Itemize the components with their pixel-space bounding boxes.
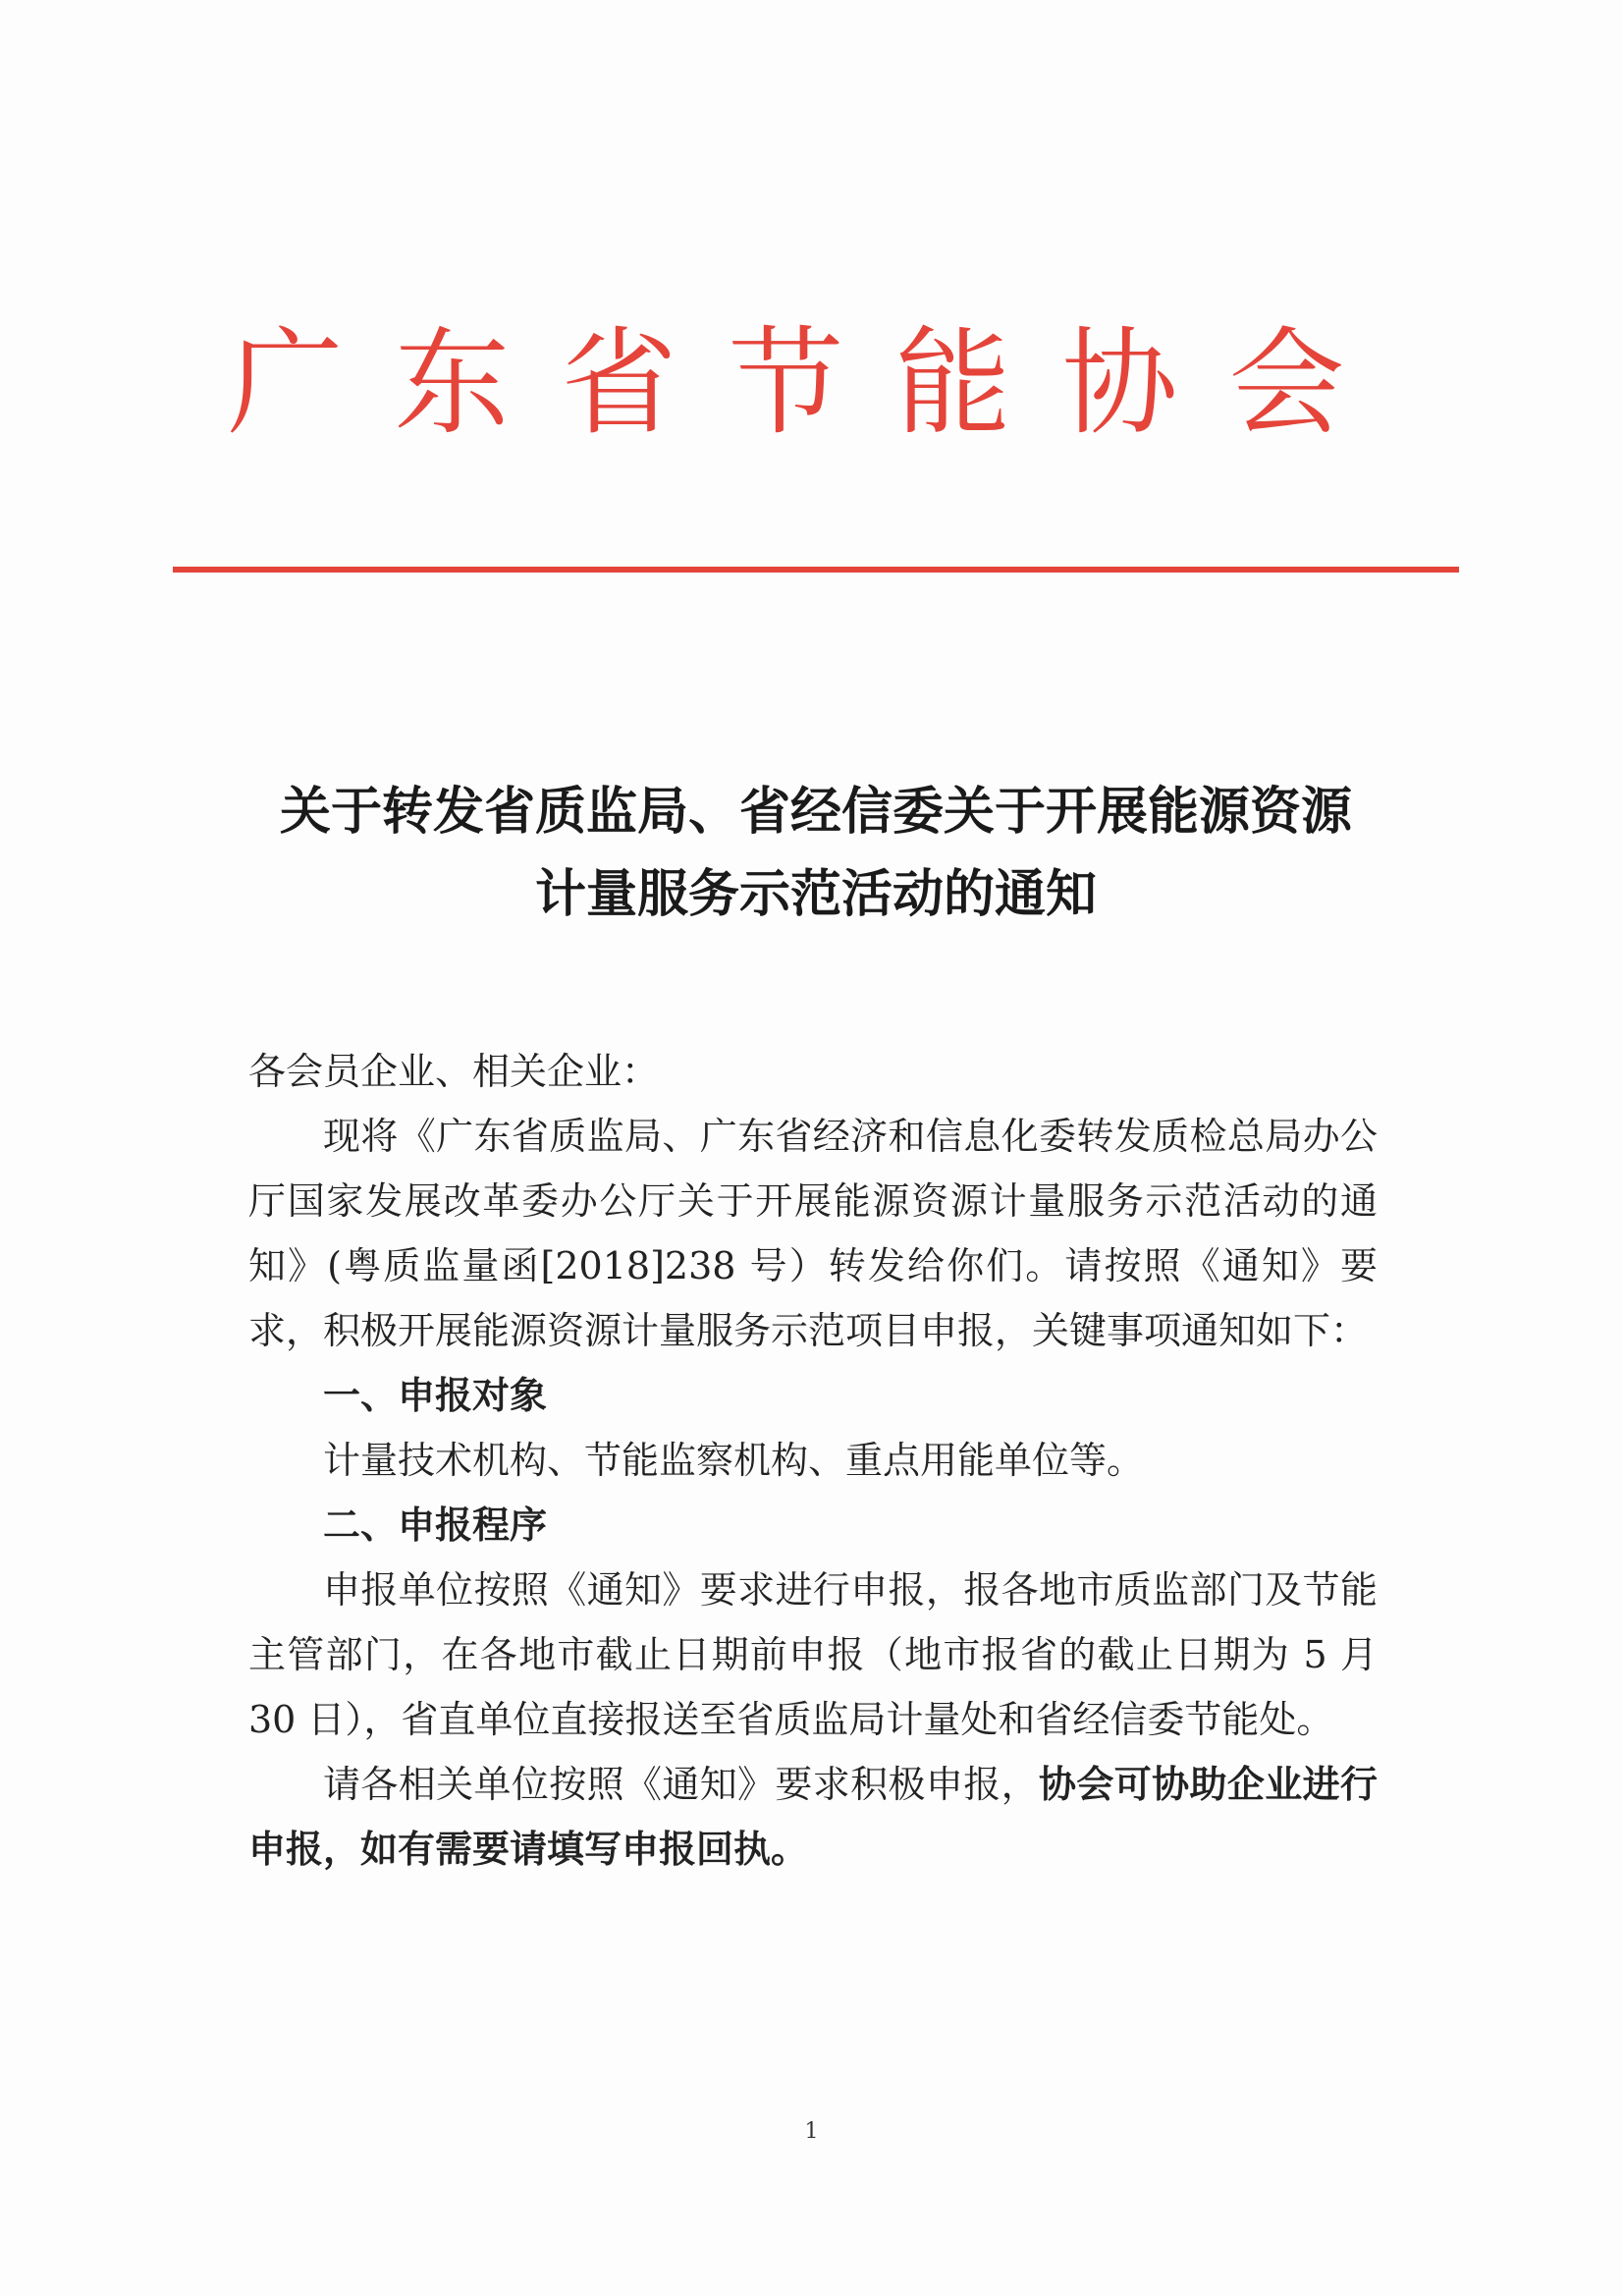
closing-normal-text: 请各相关单位按照《通知》要求积极申报，: [323, 1763, 1040, 1806]
document-body: [248, 1039, 1378, 1882]
intro-paragraph: 现将《广东省质监局、广东省经济和信息化委转发质检总局办公厅国家发展改革委办公厅关于开展能源资源计量服务示范活动的通知》(粤质监量函[2018]238 号）转发给你们。请按照《通知》要求，积极开展能源资源计量服务示范项目申报，关键事项通知如下：: [248, 1115, 1378, 1352]
section-1-heading: 一、申报对象: [323, 1374, 548, 1417]
salutation: 各会员企业、相关企业：: [248, 1050, 660, 1093]
section-2-heading: 二、申报程序: [323, 1503, 548, 1547]
section-2-text: 申报单位按照《通知》要求进行申报，报各地市质监部门及节能主管部门，在各地市截止日期前申报（地市报省的截止日期为 5 月 30 日），省直单位直接报送至省质监局计量处和省经信委节能处。: [248, 1568, 1378, 1741]
masthead-red-rule: [173, 567, 1459, 573]
closing-paragraph: [248, 1752, 1378, 1882]
title-line-1: 关于转发省质监局、省经信委关于开展能源资源: [279, 783, 1352, 842]
page-number: 1: [804, 2119, 819, 2144]
title-line-2: 计量服务示范活动的通知: [534, 865, 1097, 924]
document-title: [173, 771, 1459, 936]
closing-bold-text: 协会可协助企业进行申报，如有需要请填写申报回执。: [248, 1763, 1378, 1871]
masthead-org-name: 广东省节能协会: [227, 315, 1396, 451]
section-1-text: 计量技术机构、节能监察机构、重点用能单位等。: [323, 1439, 1145, 1482]
